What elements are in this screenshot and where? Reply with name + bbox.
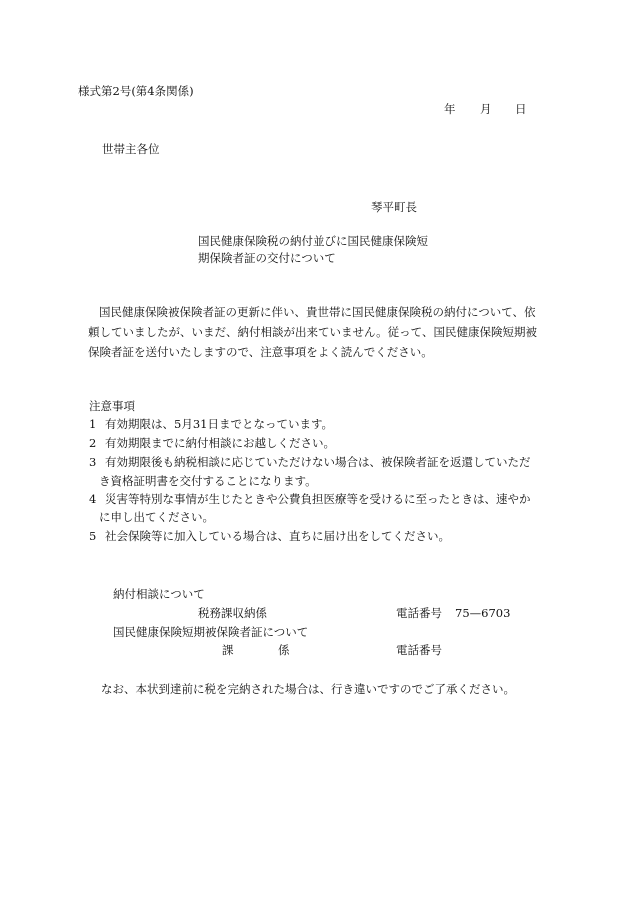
- addressee: 世帯主各位: [102, 142, 160, 156]
- note-item: [89, 494, 531, 506]
- note-item: [89, 457, 531, 469]
- section-label: 課: [222, 643, 234, 657]
- note-text: 災害等特別な事情が生じたときや公費負担医療等を受けるに至ったときは、速やか: [105, 492, 531, 506]
- note-text: 有効期限までに納付相談にお越しください。: [105, 436, 335, 450]
- phone-label: 電話番号: [396, 606, 442, 620]
- subject-line-1: 国民健康保険税の納付並びに国民健康保険短: [198, 234, 428, 248]
- form-number: 様式第2号(第4条関係): [78, 84, 194, 98]
- unit-label: 係: [278, 643, 290, 657]
- subject-line-2: 期保険者証の交付について: [198, 251, 336, 265]
- body-line-1: 国民健康保険被保険者証の更新に伴い、貴世帯に国民健康保険税の納付について、依: [99, 305, 536, 319]
- note-number: 2: [89, 436, 97, 450]
- note-number: 3: [89, 455, 97, 469]
- tax-department: 税務課収納係: [198, 606, 267, 620]
- note-item: [89, 438, 335, 450]
- note-text: 有効期限後も納税相談に応じていただけない場合は、被保険者証を返還していただ: [105, 455, 531, 469]
- note-continuation: き資格証明書を交付することになります。: [99, 474, 317, 488]
- phone-number: 75—6703: [455, 606, 511, 620]
- consultation-heading: 納付相談について: [113, 587, 205, 601]
- note-number: 4: [89, 492, 97, 506]
- closing-note: なお、本状到達前に税を完納された場合は、行き違いですのでご了承ください。: [101, 682, 515, 696]
- note-item: [89, 419, 333, 431]
- note-continuation: に申し出てください。: [99, 510, 214, 524]
- date-year-label: 年: [444, 102, 456, 116]
- note-text: 社会保険等に加入している場合は、直ちに届け出をしてください。: [105, 529, 450, 543]
- body-line-2: 頼していましたが、いまだ、納付相談が出来ていません。従って、国民健康保険短期被: [88, 325, 537, 339]
- date-day-label: 日: [515, 102, 527, 116]
- note-number: 5: [89, 529, 97, 543]
- insurance-card-heading: 国民健康保険短期被保険者証について: [113, 625, 309, 639]
- note-item: [89, 531, 450, 543]
- note-text: 有効期限は、5月31日までとなっています。: [105, 417, 334, 431]
- phone-label-2: 電話番号: [396, 643, 442, 657]
- date-month-label: 月: [480, 102, 492, 116]
- body-line-3: 保険者証を送付いたしますので、注意事項をよく読んでください。: [88, 345, 433, 359]
- notes-title: 注意事項: [89, 399, 135, 413]
- sender: 琴平町長: [371, 200, 417, 214]
- note-number: 1: [89, 417, 97, 431]
